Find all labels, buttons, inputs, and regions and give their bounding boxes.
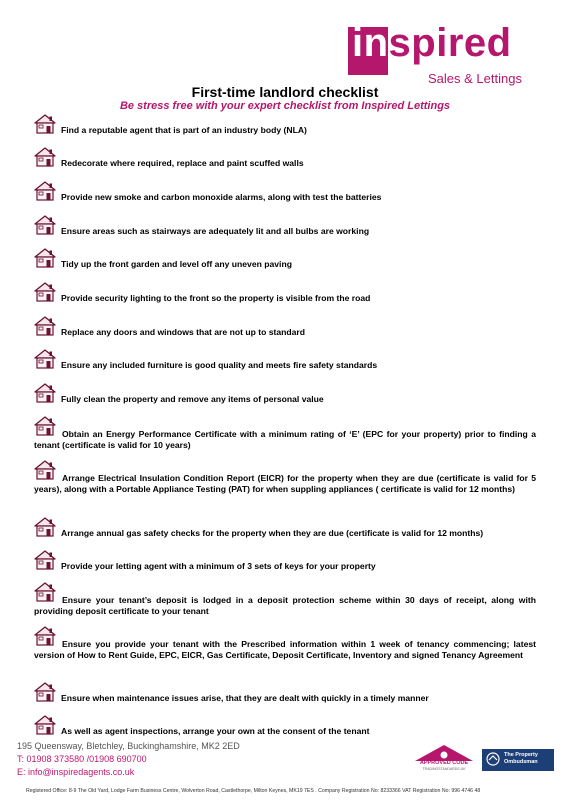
checklist-item-text: Replace any doors and windows that are not up to standard (61, 327, 305, 337)
checklist-item (34, 416, 536, 451)
checklist-item (34, 460, 536, 495)
house-icon (34, 282, 56, 302)
house-icon (34, 416, 56, 436)
house-icon (34, 147, 56, 167)
house-icon (34, 626, 56, 646)
registered-office-text: Registered Office: 8-9 The Old Yard, Lodge Farm Business Centre, Wolverton Road, Castlethorpe, Milton Keynes, MK19 7ES . Company Registration No: 8233366 VAT Registration No: 996 4746 48 (26, 788, 481, 794)
house-icon (34, 316, 56, 336)
checklist-item (34, 626, 536, 661)
house-icon (34, 517, 56, 537)
house-icon (34, 383, 56, 403)
house-icon (34, 582, 56, 602)
property-ombudsman-badge: The Property Ombudsman (482, 749, 554, 771)
checklist-item-text: Ensure you provide your tenant with the Prescribed information within 1 week of tenancy commencing; latest version of How to Rent Guide, EPC, EICR, Gas Certificate, Deposit Certificate, Inventory and signed Tenancy Agreement (34, 639, 536, 660)
company-logo (348, 21, 534, 89)
checklist-item-text: Ensure areas such as stairways are adequately lit and all bulbs are working (61, 226, 370, 236)
logo-wordmark: inspired (352, 21, 512, 65)
page-title: First-time landlord checklist (191, 84, 379, 100)
house-icon (34, 349, 56, 369)
checklist-item-text: Provide your letting agent with a minimum of 3 sets of keys for your property (61, 561, 376, 571)
checklist-item-text: Provide new smoke and carbon monoxide alarms, along with test the batteries (61, 192, 382, 202)
checklist-item-text: Tidy up the front garden and level off any uneven paving (61, 259, 292, 269)
page-subtitle: Be stress free with your expert checklist from Inspired Lettings (119, 100, 451, 112)
footer-address: 195 Queensway, Bletchley, Buckinghamshire, MK2 2ED (17, 741, 240, 751)
ombudsman-icon (486, 752, 500, 768)
checklist-item (34, 582, 536, 617)
house-icon (34, 682, 56, 702)
telephone-link[interactable]: 01908 373580 /01908 690700 (26, 754, 147, 764)
checklist-item-text: Find a reputable agent that is part of an industry body (NLA) (61, 125, 307, 135)
checklist-item-text: As well as agent inspections, arrange your own at the consent of the tenant (61, 726, 370, 736)
checklist-item-text: Redecorate where required, replace and paint scuffed walls (61, 158, 304, 168)
checklist-item-text: Arrange annual gas safety checks for the property when they are due (certificate is valid for 12 months) (61, 528, 484, 538)
footer-telephone: T: 01908 373580 /01908 690700 (17, 754, 147, 764)
logo-tagline: Sales & Lettings (428, 71, 522, 86)
checklist-item-text: Ensure your tenant’s deposit is lodged in a deposit protection scheme within 30 days of receipt, along with providing deposit certificate to your tenant (34, 595, 536, 616)
house-icon (34, 114, 56, 134)
house-icon (34, 215, 56, 235)
email-link[interactable]: info@inspiredagents.co.uk (28, 767, 135, 777)
footer-email: E: info@inspiredagents.co.uk (17, 767, 135, 777)
checklist-item-text: Obtain an Energy Performance Certificate with a minimum rating of ‘E’ (EPC for your property) prior to finding a tenant (certificate is valid for 10 years) (34, 429, 536, 450)
house-icon (34, 248, 56, 268)
house-icon (34, 715, 56, 735)
approved-code-badge: APPROVED CODE TRADINGSTANDARDS.UK (413, 744, 475, 774)
house-icon (34, 550, 56, 570)
house-icon (34, 460, 56, 480)
checklist-item-text: Provide security lighting to the front so the property is visible from the road (61, 293, 371, 303)
checklist-item-text: Ensure when maintenance issues arise, that they are dealt with quickly in a timely manner (61, 693, 429, 703)
checklist-item-text: Ensure any included furniture is good quality and meets fire safety standards (61, 360, 378, 370)
house-icon (34, 181, 56, 201)
checklist-item-text: Arrange Electrical Insulation Condition Report (EICR) for the property when they are due (certificate is valid for 5 years), along with a Portable Appliance Testing (PAT) for when suppling appliances ( certificate is valid for 12 months) (34, 473, 536, 494)
checklist-item-text: Fully clean the property and remove any items of personal value (61, 394, 324, 404)
